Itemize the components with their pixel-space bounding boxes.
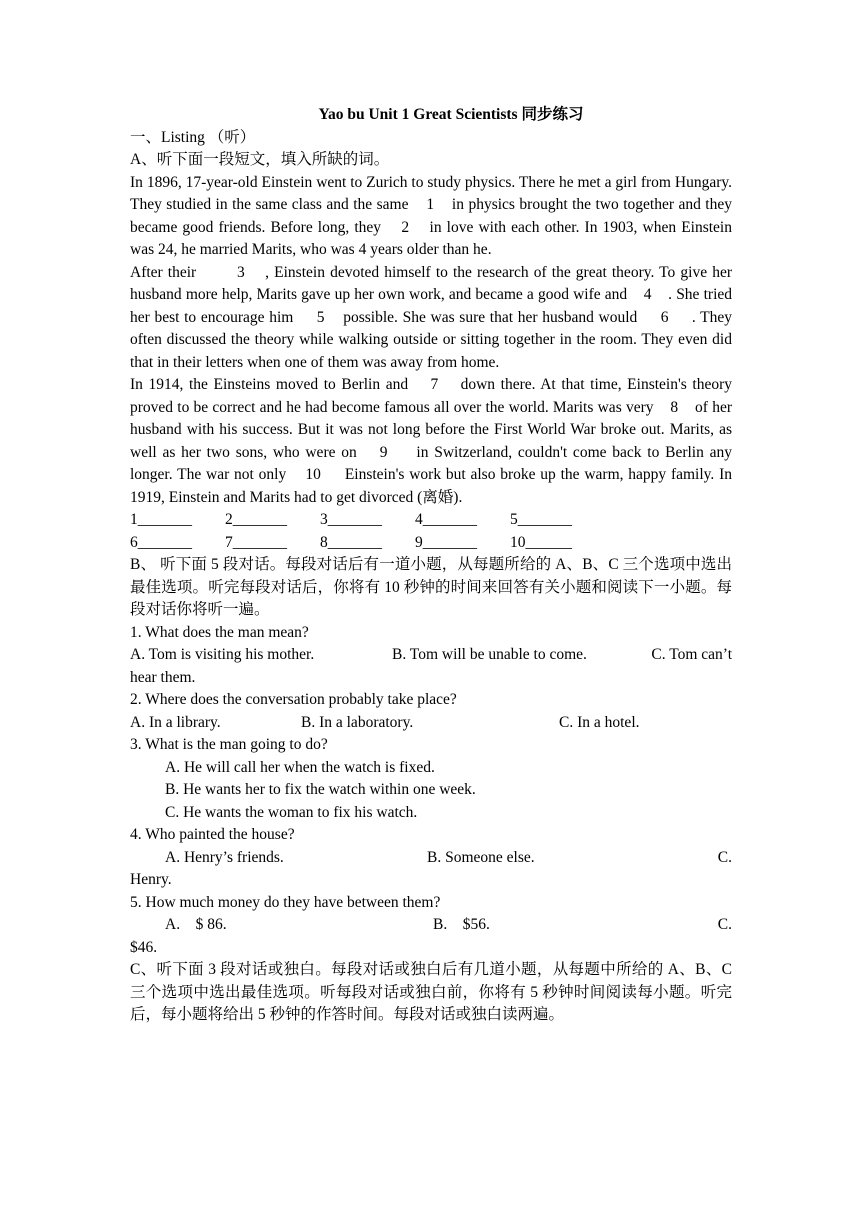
option-a[interactable]: A. In a library.	[130, 713, 221, 731]
option-b[interactable]: B. In a laboratory.	[301, 713, 414, 731]
page-title: Yao bu Unit 1 Great Scientists 同步练习	[318, 106, 584, 123]
option-c-continued: hear them.	[130, 668, 196, 686]
part-b-instruction: B、 听下面 5 段对话。每段对话后有一道小题，从每题所给的 A、B、C 三个选项中选出最佳选项。听完每段对话后，你将有 10 秒钟的时间来回答有关小题和阅读下一小题。每段对话你将听一遍。	[130, 556, 732, 618]
answer-blank[interactable]: 6_______	[130, 533, 192, 551]
option-b[interactable]: B. He wants her to fix the watch within one week.	[165, 781, 476, 798]
answer-blanks-row-1	[130, 509, 732, 532]
question-5-options	[130, 914, 732, 937]
passage-paragraph-1: In 1896, 17-year-old Einstein went to Zurich to study physics. There he met a girl from Hungary. They studied in the same class and the same 1 in physics brought the two together and they became good friends. Before long, they 2 in love with each other. In 1903, when Einstein was 24, he married Marits, who was 4 years older than he.	[130, 173, 736, 258]
document-page	[130, 104, 736, 1027]
option-c-continued: Henry.	[130, 871, 172, 888]
option-c[interactable]: C. He wants the woman to fix his watch.	[165, 803, 418, 821]
answer-blank[interactable]: 3_______	[320, 511, 382, 528]
answer-blank[interactable]: 10______	[510, 533, 572, 551]
question-2-options	[130, 712, 732, 735]
answer-blank[interactable]: 2_______	[225, 511, 287, 528]
option-b[interactable]: B. Tom will be unable to come.	[392, 646, 587, 663]
option-a[interactable]: A. Tom is visiting his mother.	[130, 646, 315, 663]
option-c[interactable]: C.	[717, 916, 732, 933]
question-1: 1. What does the man mean?	[130, 623, 309, 641]
option-b[interactable]: B. $56.	[433, 916, 490, 933]
option-c[interactable]: C.	[717, 848, 732, 866]
answer-blank[interactable]: 8_______	[320, 533, 382, 551]
passage-paragraph-2: After their 3 , Einstein devoted himself to the research of the great theory. To give her husband more help, Marits gave up her own work, and became a good wife and 4 . She tried her best to encourage him 5 possible. She was sure that her husband would 6 . They often discussed the theory while walking outside or sitting together in the room. They even did that in their letters when one of them was away from home.	[130, 263, 736, 371]
option-b[interactable]: B. Someone else.	[427, 848, 535, 866]
part-c-instruction: C、听下面 3 段对话或独白。每段对话或独白后有几道小题，从每题中所给的 A、B、C 三个选项中选出最佳选项。听每段对话或独白前，你将有 5 秒钟时间阅读每小题。听完后，每小题将给出 5 秒钟的作答时间。每段对话或独白读两遍。	[130, 961, 732, 1023]
option-a[interactable]: A. $ 86.	[165, 916, 227, 933]
option-a[interactable]: A. Henry’s friends.	[165, 848, 284, 866]
option-a[interactable]: A. He will call her when the watch is fixed.	[165, 758, 435, 776]
section-heading-listening: 一、Listing （听）	[130, 128, 256, 146]
question-1-options	[130, 644, 732, 667]
answer-blank[interactable]: 5_______	[510, 511, 572, 528]
question-5: 5. How much money do they have between them?	[130, 893, 441, 911]
question-3: 3. What is the man going to do?	[130, 736, 328, 753]
option-c[interactable]: C. Tom can’t	[651, 646, 732, 663]
question-4-options	[130, 847, 732, 870]
question-4: 4. Who painted the house?	[130, 826, 295, 843]
part-a-instruction: A、听下面一段短文，填入所缺的词。	[130, 151, 390, 168]
option-c[interactable]: C. In a hotel.	[559, 713, 640, 731]
answer-blanks-row-2	[130, 532, 732, 555]
answer-blank[interactable]: 9_______	[415, 533, 477, 551]
answer-blank[interactable]: 7_______	[225, 533, 287, 551]
answer-blank[interactable]: 4_______	[415, 511, 477, 528]
answer-blank[interactable]: 1_______	[130, 511, 192, 528]
question-2: 2. Where does the conversation probably take place?	[130, 691, 457, 708]
passage-paragraph-3: In 1914, the Einsteins moved to Berlin and 7 down there. At that time, Einstein's theory proved to be correct and he had become famous all over the world. Marits was very 8 of her husband with his success. But it was not long before the First World War broke out. Marits, as well as her two sons, who were on 9 in Switzerland, couldn't come back to Berlin any longer. The war not only 10 Einstein's work but also broke up the warm, happy family. In 1919, Einstein and Marits had to get divorced (离婚).	[130, 376, 736, 506]
option-c-continued: $46.	[130, 938, 158, 956]
